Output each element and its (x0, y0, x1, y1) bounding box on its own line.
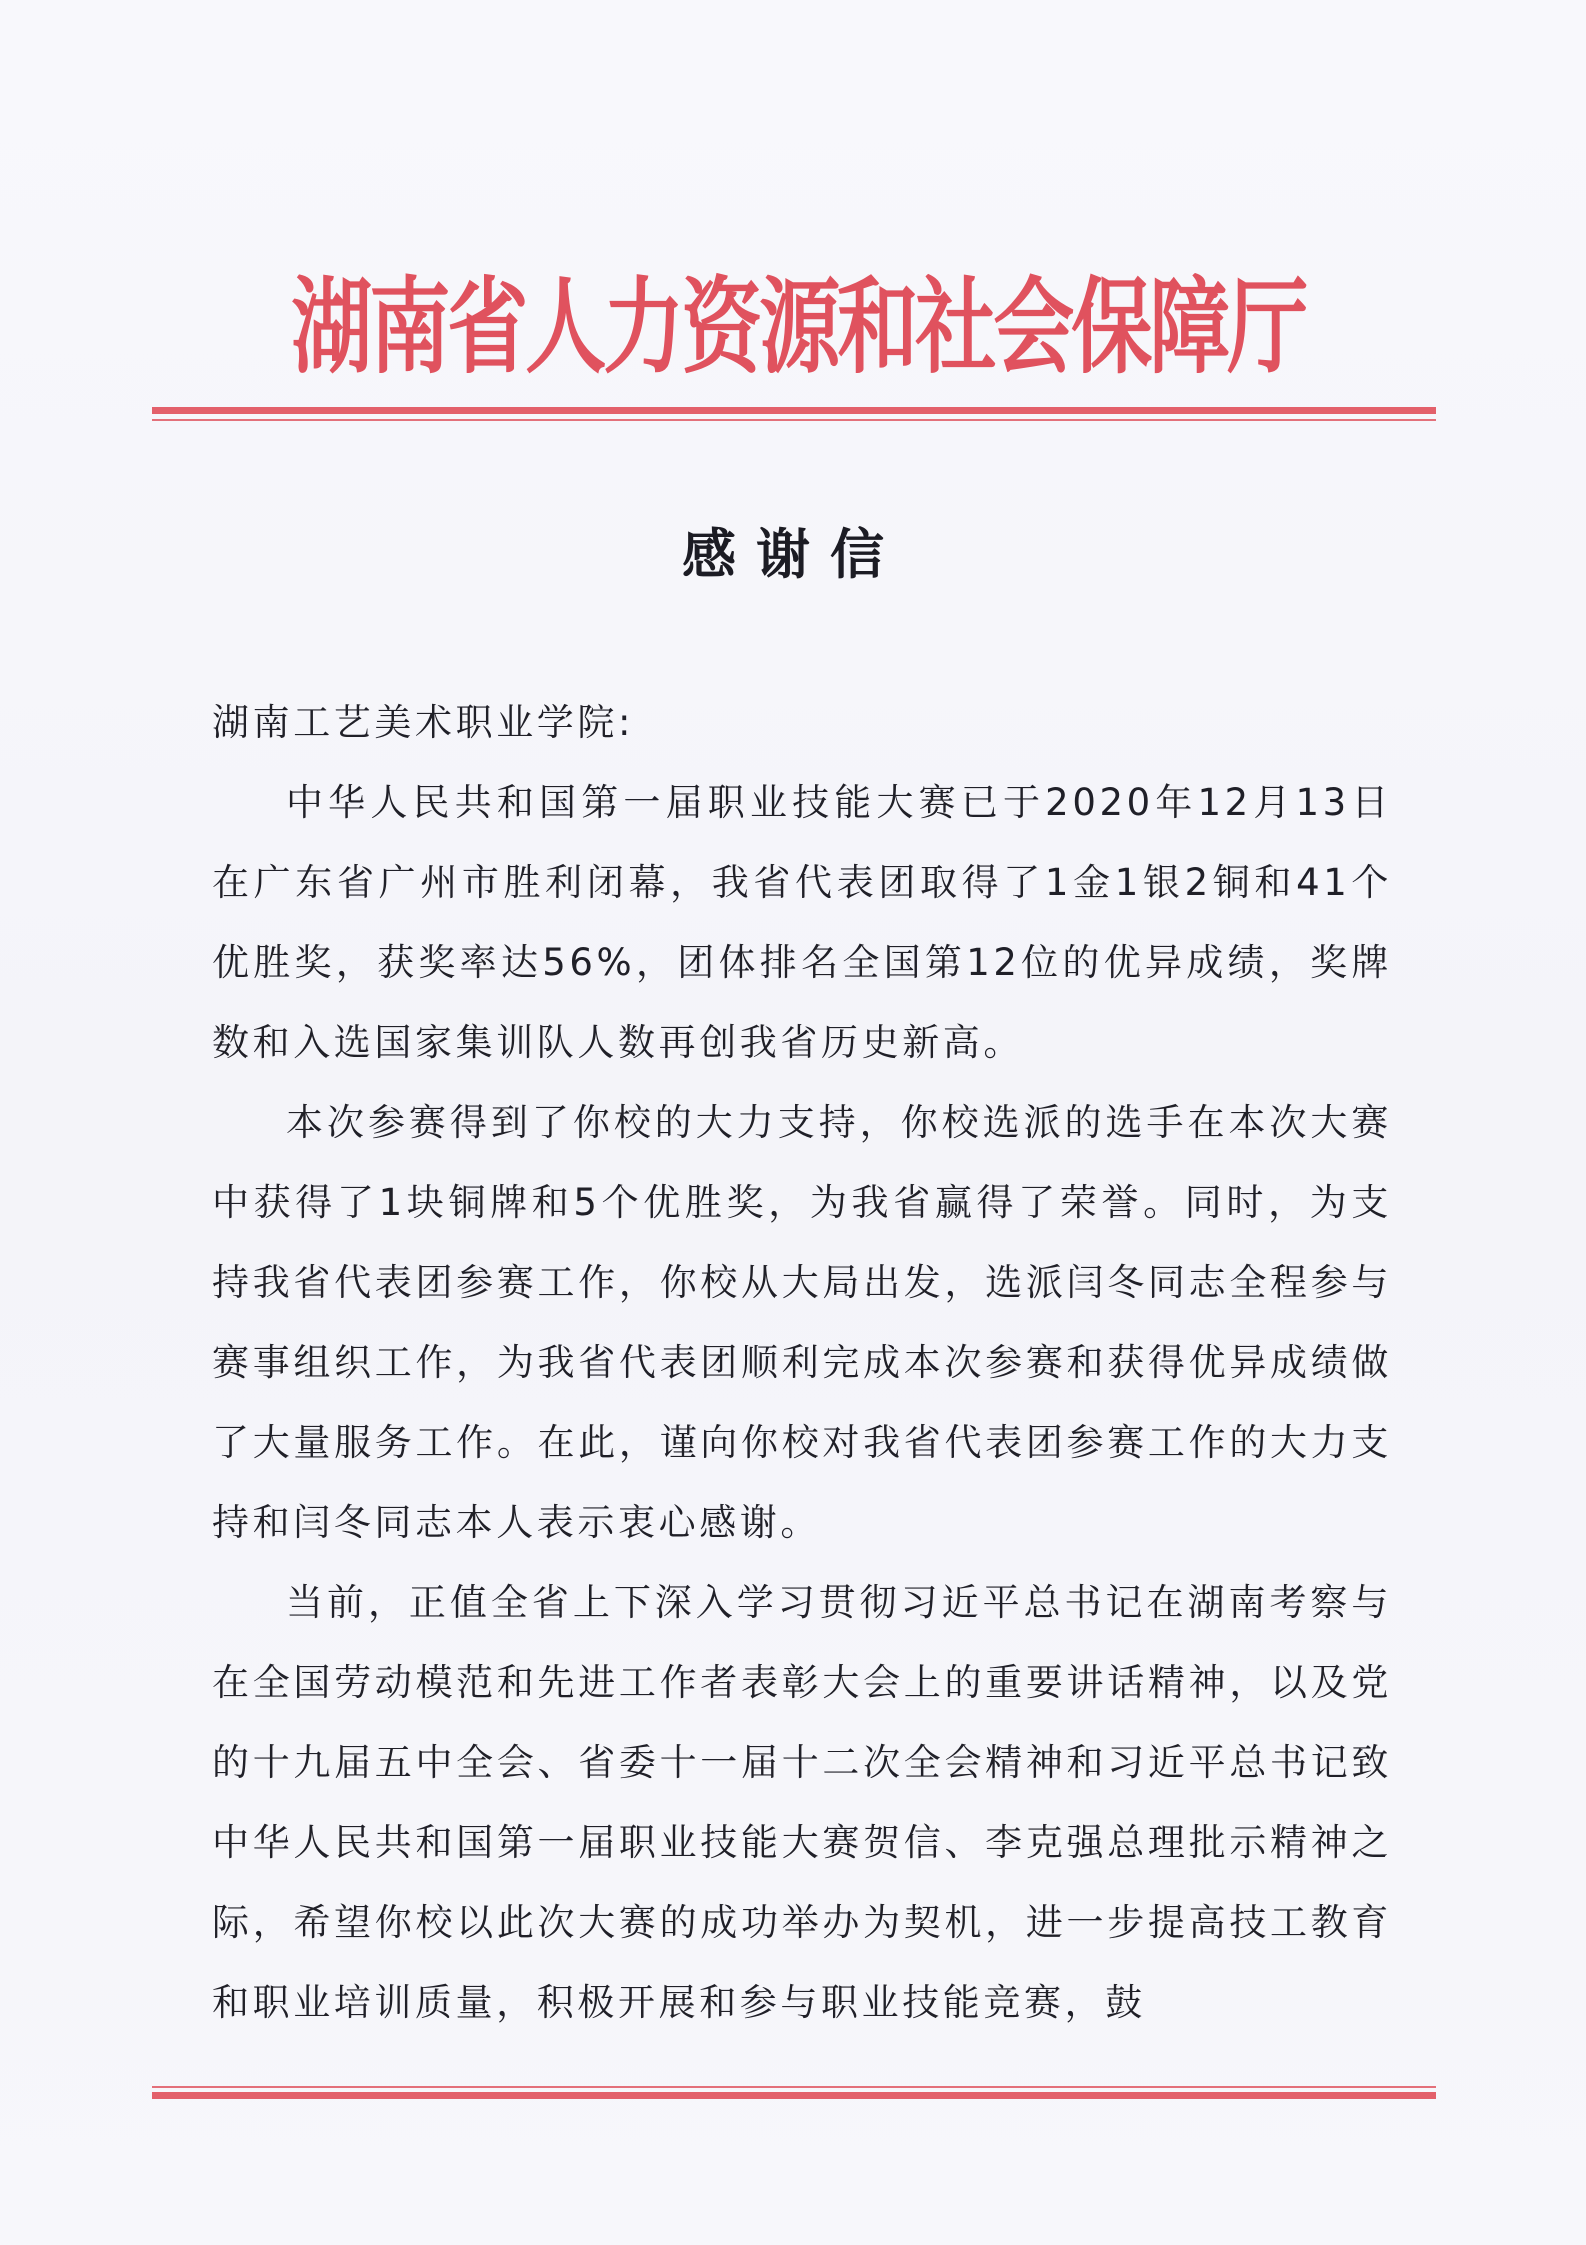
paragraph-1: 中华人民共和国第一届职业技能大赛已于2020年12月13日在广东省广州市胜利闭幕，我省代表团取得了1金1银2铜和41个优胜奖，获奖率达56%，团体排名全国第12位的优异成绩，奖牌数和入选国家集训队人数再创我省历史新高。 (212, 781, 1392, 1064)
paragraph-2: 本次参赛得到了你校的大力支持，你校选派的选手在本次大赛中获得了1块铜牌和5个优胜奖，为我省赢得了荣誉。同时，为支持我省代表团参赛工作，你校从大局出发，选派闫冬同志全程参与赛事组织工作，为我省代表团顺利完成本次参赛和获得优异成绩做了大量服务工作。在此，谨向你校对我省代表团参赛工作的大力支持和闫冬同志本人表示衷心感谢。 (212, 1101, 1392, 1544)
footer-divider-thin (152, 2086, 1436, 2088)
salutation: 湖南工艺美术职业学院: (212, 701, 635, 744)
letterhead-divider-thin (152, 419, 1436, 421)
footer-divider-thick (152, 2092, 1436, 2099)
paragraph-3: 当前，正值全省上下深入学习贯彻习近平总书记在湖南考察与在全国劳动模范和先进工作者表彰大会上的重要讲话精神，以及党的十九届五中全会、省委十一届十二次全会精神和习近平总书记致中华人民共和国第一届职业技能大赛贺信、李克强总理批示精神之际，希望你校以此次大赛的成功举办为契机，进一步提高技工教育和职业培训质量，积极开展和参与职业技能竞赛，鼓 (212, 1581, 1392, 2024)
letterhead-divider-thick (152, 407, 1436, 414)
letterhead-organization-name: 湖南省人力资源和社会保障厅 (291, 265, 1306, 388)
document-title: 感谢信 (682, 523, 904, 586)
letter-body (212, 683, 1392, 2043)
